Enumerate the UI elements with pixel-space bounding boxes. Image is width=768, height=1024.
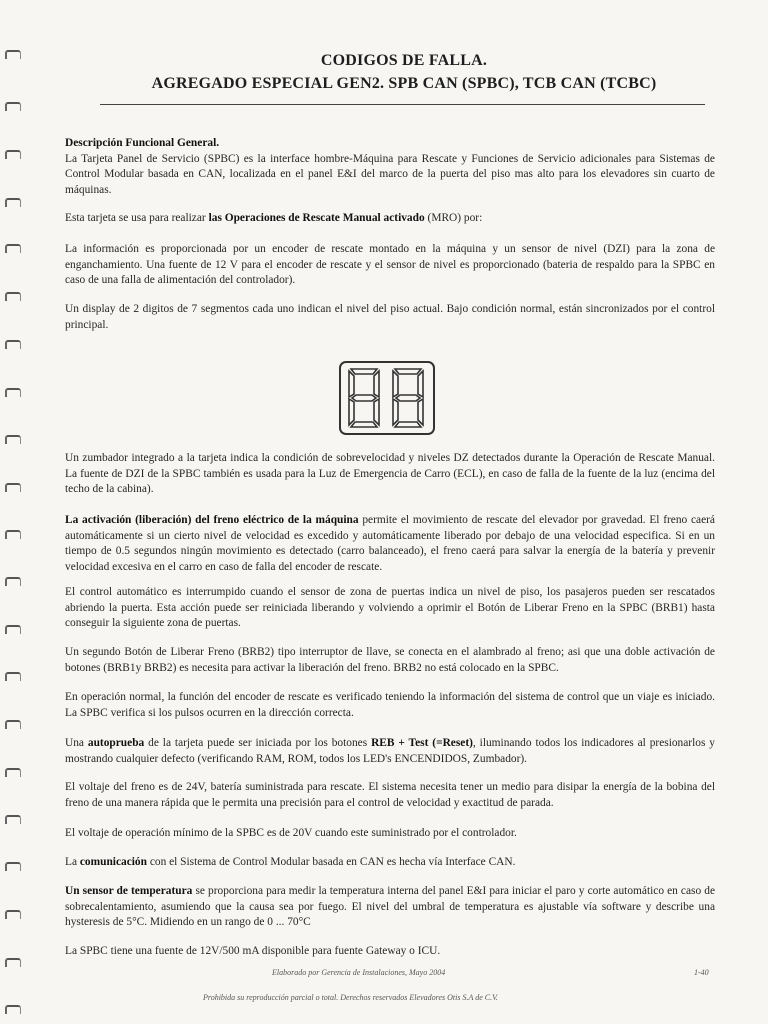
- paragraph-communication: [65, 855, 715, 871]
- paragraph-second-button: Un segundo Botón de Liberar Freno (BRB2) tipo interruptor de llave, se conecta en el alambrado al freno; asi que una doble activación de botones (BRB1y BRB2) es necesita para activar la liberación del freno. BRB2 no está colocado en la SPBC.: [65, 646, 715, 674]
- binding-hole: [5, 672, 21, 681]
- paragraph-display: Un display de 2 digitos de 7 segmentos cada uno indican el nivel del piso actual. Bajo condición normal, están sincronizados por el control principal.: [65, 303, 715, 331]
- paragraph-buzzer: Un zumbador integrado a la tarjeta indica la condición de sobrevelocidad y niveles DZ detectados durante la Operación de Rescate Manual. La fuente de DZI de la SPBC también es usada para la Luz de Emergencia de Carro (ECL), en caso de falla de la fuente de la luz (encima del techo de la cabina).: [65, 452, 715, 496]
- page-number: 1-40: [694, 968, 709, 977]
- text-run: con el Sistema de Control Modular basada en CAN es hecha vía Interface CAN.: [149, 856, 516, 868]
- paragraph-auto-control: El control automático es interrumpido cuando el sensor de zona de puertas indica un nivel de piso, los pasajeros pueden ser rescatados abriendo la puerta. Esta acción puede ser reiniciada liberando y volviendo a oprimir el Botón de Liberar Freno en la SPBC (BRB1) hasta conseguir la siguiente zona de puertas.: [65, 586, 715, 630]
- footer-copyright: Prohibida su reproducción parcial o total. Derechos reservados Elevadores Otis S.A de C.V.: [203, 993, 498, 1002]
- document-subtitle: AGREGADO ESPECIAL GEN2. SPB CAN (SPBC), TCB CAN (TCBC): [151, 75, 657, 92]
- paragraph-normal-operation: En operación normal, la función del encoder de rescate es verificado teniendo la información del sistema de control que un viaje es iniciado. La SPBC verifica si los pulsos ocurren en la dirección correcta.: [65, 691, 715, 719]
- paragraph-power-source: La SPBC tiene una fuente de 12V/500 mA disponible para fuente Gateway o ICU.: [65, 945, 441, 957]
- binding-hole: [5, 625, 21, 634]
- binding-hole: [5, 102, 21, 111]
- footer-credit: Elaborado por Gerencia de Instalaciones, Mayo 2004: [272, 968, 446, 977]
- binding-hole: [5, 483, 21, 492]
- paragraph-min-voltage: El voltaje de operación mínimo de la SPBC es de 20V cuando este suministrado por el controlador.: [65, 827, 517, 839]
- section-description: [65, 136, 715, 198]
- text-run: de la tarjeta puede ser iniciada por los botones: [148, 737, 368, 749]
- binding-hole: [5, 340, 21, 349]
- seven-segment-display: [339, 361, 435, 440]
- binding-hole: [5, 198, 21, 207]
- document-title: CODIGOS DE FALLA.: [320, 52, 488, 69]
- binding-hole: [5, 1005, 21, 1014]
- text-run-bold: comunicación: [79, 856, 147, 868]
- paragraph-selftest: [65, 736, 715, 767]
- text-run: Una: [65, 737, 84, 749]
- binding-hole: [5, 530, 21, 539]
- binding-hole: [5, 150, 21, 159]
- paragraph-intro: La Tarjeta Panel de Servicio (SPBC) es la interface hombre-Máquina para Rescate y Funciones de Servicio adicionales para Sistemas de Control Modular basada en CAN, localizada en el panel E&I del marco de la puerta del piso mas alto para los elevadores sin cuarto de máquinas.: [65, 152, 715, 196]
- binding-hole: [5, 435, 21, 444]
- binding-hole: [5, 292, 21, 301]
- text-run: , iluminando todos los indicadores al presionarlos y mostrando cualquier defecto (verificando RAM, ROM, todos los LED's ENCENDIDOS, Zumbador).: [65, 737, 715, 765]
- title-rule: [100, 104, 705, 105]
- section-heading: Descripción Funcional General.: [65, 137, 220, 149]
- text-run-bold: las Operaciones de Rescate Manual activado: [208, 212, 425, 224]
- text-run-bold: autoprueba: [87, 737, 145, 749]
- binding-hole: [5, 768, 21, 777]
- text-run: Esta tarjeta se usa para realizar: [65, 212, 206, 224]
- binding-holes: [0, 0, 26, 1024]
- paragraph-brake-voltage: El voltaje del freno es de 24V, batería suministrada para rescate. El sistema necesita tener un medio para disipar la energía de la bobina del freno de una manera rápida que le permita una precisión para el control de velocidad y exactitud de parada.: [65, 781, 715, 809]
- text-run: se proporciona para medir la temperatura interna del panel E&I para iniciar el paro y corte automático en caso de sobrecalentamiento, asumiendo que la causa sea por fuego. El nivel del umbral de temperatura es ajustable vía software y describe una hysteresis de 5°C. Midiendo en un rango de 0 ... 70°C: [65, 885, 716, 929]
- binding-hole: [5, 244, 21, 253]
- binding-hole: [5, 577, 21, 586]
- binding-hole: [5, 388, 21, 397]
- binding-hole: [5, 50, 21, 59]
- text-run: La: [65, 856, 78, 868]
- binding-hole: [5, 910, 21, 919]
- binding-hole: [5, 720, 21, 729]
- seven-segment-graphic: [339, 361, 435, 435]
- binding-hole: [5, 958, 21, 967]
- paragraph-brake: [65, 513, 715, 575]
- paragraph-temperature: [65, 884, 715, 931]
- text-run: permite el movimiento de rescate del elevador por gravedad. El freno caerá automáticamente si un cierto nivel de velocidad es excedido y automáticamente liberado por debajo de una velocidad especifica. Si en un tiempo de 0.5 segundos ningún movimiento es detectado (carro balanceado), el freno caerá para salvar la energía de la batería y prevenir velocidad excesiva en el carro en caso de falla del encoder de rescate.: [65, 514, 715, 573]
- paragraph-mro: [65, 211, 715, 227]
- paragraph-encoder: La información es proporcionada por un encoder de rescate montado en la máquina y un sensor de nivel (DZI) para la zona de enganchamiento. Una fuente de 12 V para el encoder de rescate y el sensor de nivel es proporcionado (bateria de respaldo para la SPBC en caso de una falla de alimentación del controlador).: [65, 243, 715, 287]
- text-run-bold: Un sensor de temperatura: [65, 885, 193, 897]
- text-run-bold: La activación (liberación) del freno eléctrico de la máquina: [65, 514, 359, 526]
- text-run-bold: REB + Test (=Reset): [371, 737, 473, 749]
- binding-hole: [5, 815, 21, 824]
- binding-hole: [5, 862, 21, 871]
- text-run: (MRO) por:: [427, 212, 483, 224]
